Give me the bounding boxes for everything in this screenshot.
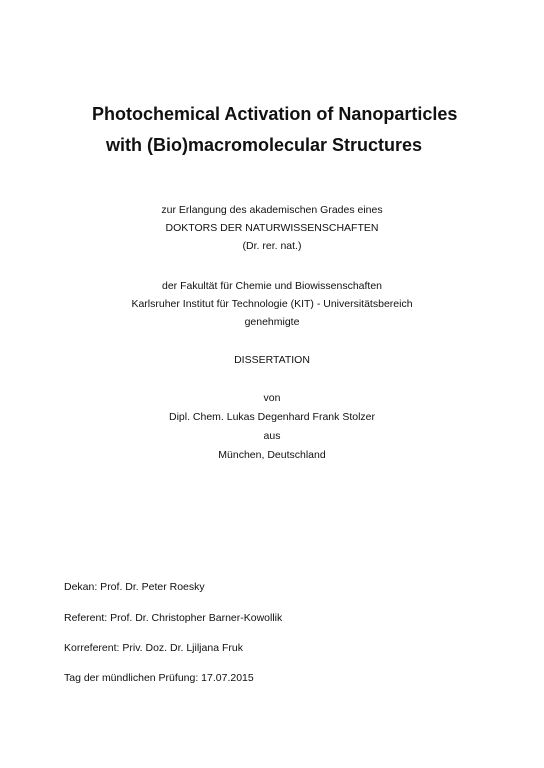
author-origin: München, Deutschland [218, 449, 326, 461]
korreferent-line: Korreferent: Priv. Doz. Dr. Ljiljana Fruk [64, 642, 243, 654]
author-aus: aus [263, 430, 281, 442]
dekan-line: Dekan: Prof. Dr. Peter Roesky [64, 581, 205, 593]
purpose-line-1: zur Erlangung des akademischen Grades eines [161, 204, 383, 216]
faculty-line-3: genehmigte [244, 316, 300, 328]
referent-line: Referent: Prof. Dr. Christopher Barner-Kowollik [64, 612, 283, 624]
degree-abbreviation: (Dr. rer. nat.) [242, 240, 302, 252]
author-von: von [263, 392, 281, 404]
thesis-title-line-1: Photochemical Activation of Nanoparticles [92, 104, 458, 124]
degree-title: DOKTORS DER NATURWISSENSCHAFTEN [165, 222, 379, 234]
faculty-line-2: Karlsruher Institut für Technologie (KIT) - Universitätsbereich [131, 298, 413, 310]
exam-date-line: Tag der mündlichen Prüfung: 17.07.2015 [64, 672, 254, 684]
document-type: DISSERTATION [234, 354, 310, 366]
faculty-line-1: der Fakultät für Chemie und Biowissenschaften [161, 280, 383, 292]
thesis-title-line-2: with (Bio)macromolecular Structures [106, 135, 423, 155]
author-name: Dipl. Chem. Lukas Degenhard Frank Stolzer [168, 411, 375, 423]
